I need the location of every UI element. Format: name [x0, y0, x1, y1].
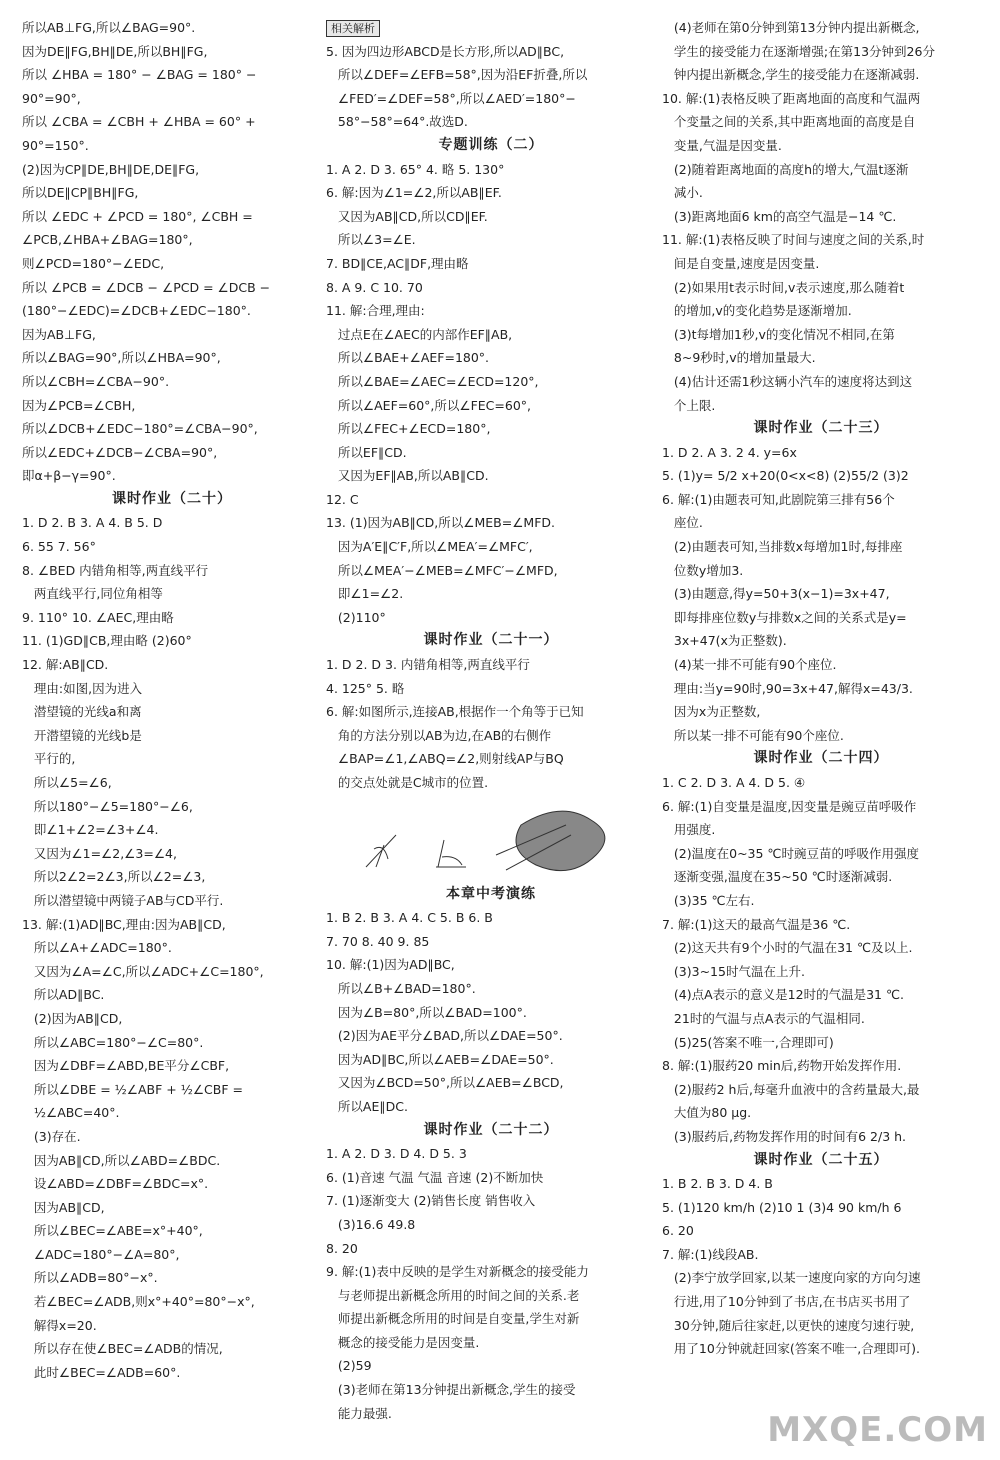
text-line: 所以∠DBE = ½∠ABF + ½∠CBF =	[22, 1081, 243, 1097]
text-line: 所以某一排不可能有90个座位.	[662, 727, 844, 743]
text-line: 因为AB∥CD,所以∠ABD=∠BDC.	[22, 1152, 221, 1168]
text-line: 3x+47(x为正整数).	[662, 633, 787, 649]
text-line: (3)t每增加1秒,v的变化情况不相同,在第	[662, 326, 895, 342]
text-line: 因为x为正整数,	[662, 704, 761, 720]
text-line: 58°−58°=64°.故选D.	[326, 114, 468, 130]
text-line: 所以∠CBH=∠CBA−90°.	[22, 373, 170, 389]
text-line: 角的方法分别以AB为边,在AB的右侧作	[326, 727, 552, 743]
text-line: 理由:如图,因为进入	[22, 680, 143, 696]
text-line: 13. (1)因为AB∥CD,所以∠MEB=∠MFD.	[326, 515, 555, 531]
text-line: 所以∠ABC=180°−∠C=80°.	[22, 1034, 204, 1050]
text-line: (3)服药后,药物发挥作用的时间有6 2/3 h.	[662, 1128, 907, 1144]
text-line: 因为∠PCB=∠CBH,	[22, 397, 136, 413]
column-2	[326, 16, 656, 1425]
text-line: 因为AB⊥FG,	[22, 326, 96, 342]
text-line: 所以180°−∠5=180°−∠6,	[22, 798, 193, 814]
text-line: 所以∠5=∠6,	[22, 775, 112, 790]
text-line: 所以 ∠HBA = 180° − ∠BAG = 180° −	[22, 67, 257, 83]
text-line: 用强度.	[662, 822, 716, 838]
text-line: 因为A′E∥C′F,所以∠MEA′=∠MFC′,	[326, 539, 533, 555]
text-line: (2)因为CP∥DE,BH∥DE,DE∥FG,	[22, 161, 200, 177]
text-line: 所以∠BAE=∠AEC=∠ECD=120°,	[326, 373, 539, 389]
text-line: 90°=90°,	[22, 90, 81, 106]
text-line: 1. D 2. B 3. A 4. B 5. D	[22, 515, 163, 531]
text-line: (2)随着距离地面的高度h的增大,气温t逐渐	[662, 161, 909, 177]
text-line: 开潜望镜的光线b是	[22, 727, 142, 743]
text-line: 6. 解:如图所示,连接AB,根据作一个角等于已知	[326, 704, 584, 720]
related-analysis-tag: 相关解析	[326, 20, 380, 37]
text-line: 12. 解:AB∥CD.	[22, 657, 109, 673]
text-line: (2)这天共有9个小时的气温在31 ℃及以上.	[662, 940, 913, 956]
text-line: (2)59	[326, 1358, 372, 1374]
text-line: 所以EF∥CD.	[326, 444, 407, 460]
text-line: 所以∠B+∠BAD=180°.	[326, 980, 476, 996]
text-line: 解得x=20.	[22, 1317, 97, 1333]
text-line: 两直线平行,同位角相等	[22, 586, 163, 602]
text-line: 所以∠BAE+∠AEF=180°.	[326, 350, 490, 366]
text-line: 即α+β−γ=90°.	[22, 468, 116, 484]
text-line: (4)点A表示的意义是12时的气温是31 ℃.	[662, 987, 904, 1003]
text-line: 又因为∠BCD=50°,所以∠AEB=∠BCD,	[326, 1075, 564, 1091]
text-line: 所以∠AEF=60°,所以∠FEC=60°,	[326, 397, 531, 413]
text-line: (5)25(答案不唯一,合理即可)	[662, 1034, 834, 1050]
watermark: MXQE.COM	[767, 1410, 988, 1450]
text-line: (4)某一排不可能有90个座位.	[662, 657, 837, 673]
section-heading: 课时作业（二十五）	[753, 1151, 889, 1168]
construction-figure	[326, 795, 656, 883]
text-line: 座位.	[662, 515, 703, 531]
text-line: 因为∠B=80°,所以∠BAD=100°.	[326, 1004, 527, 1020]
text-line: (3)存在.	[22, 1128, 81, 1144]
text-line: 师提出新概念所用的时间是自变量,学生对新	[326, 1311, 580, 1327]
text-line: (2)由题表可知,当排数x每增加1时,每排座	[662, 539, 903, 555]
text-line: 平行的,	[22, 751, 76, 767]
section-heading: 课时作业（二十二）	[423, 1121, 559, 1138]
text-line: 8~9秒时,v的增加量最大.	[662, 350, 816, 366]
text-line: ½∠ABC=40°.	[22, 1105, 120, 1121]
text-line: 又因为EF∥AB,所以AB∥CD.	[326, 468, 489, 484]
text-line: 11. (1)GD∥CB,理由略 (2)60°	[22, 633, 192, 649]
text-line: (3)距离地面6 km的高空气温是−14 ℃.	[662, 208, 897, 224]
text-line: 钟内提出新概念,学生的接受能力在逐渐减弱.	[662, 67, 920, 83]
text-line: 则∠PCD=180°−∠EDC,	[22, 255, 165, 271]
text-line: 即∠1=∠2.	[326, 586, 404, 602]
text-line: 8. 20	[326, 1240, 358, 1256]
text-line: 潜望镜的光线a和离	[22, 704, 142, 720]
text-line: ∠FED′=∠DEF=58°,所以∠AED′=180°−	[326, 90, 576, 106]
text-line: 因为AD∥BC,所以∠AEB=∠DAE=50°.	[326, 1051, 554, 1067]
text-line: 6. 解:因为∠1=∠2,所以AB∥EF.	[326, 185, 502, 201]
text-line: (2)因为AB∥CD,	[22, 1010, 123, 1026]
text-line: 设∠ABD=∠DBF=∠BDC=x°.	[22, 1176, 209, 1192]
text-line: (3)3~15时气温在上升.	[662, 963, 805, 979]
section-heading: 课时作业（二十）	[112, 490, 232, 507]
text-line: 所以DE∥CP∥BH∥FG,	[22, 185, 139, 201]
text-line: 与老师提出新概念所用的时间之间的关系.老	[326, 1287, 580, 1303]
text-line: 7. 解:(1)这天的最高气温是36 ℃.	[662, 916, 851, 932]
text-line: 10. 解:(1)因为AD∥BC,	[326, 957, 455, 973]
text-line: 所以∠BAG=90°,所以∠HBA=90°,	[22, 350, 221, 366]
text-line: 7. BD∥CE,AC∥DF,理由略	[326, 255, 469, 271]
text-line: 若∠BEC=∠ADB,则x°+40°=80°−x°,	[22, 1294, 255, 1310]
text-line: 9. 解:(1)表中反映的是学生对新概念的接受能力	[326, 1264, 589, 1280]
text-line: 所以∠A+∠ADC=180°.	[22, 940, 172, 956]
text-line: 的交点处就是C城市的位置.	[326, 775, 489, 790]
section-heading: 专题训练（二）	[438, 136, 544, 153]
text-line: 1. D 2. A 3. 2 4. y=6x	[662, 444, 797, 460]
text-line: 学生的接受能力在逐渐增强;在第13分钟到26分	[662, 43, 935, 59]
text-line: 1. C 2. D 3. A 4. D 5. ④	[662, 775, 806, 790]
text-line: (3)35 ℃左右.	[662, 892, 755, 908]
text-line: 6. (1)音速 气温 气温 音速 (2)不断加快	[326, 1169, 544, 1185]
text-line: 因为AB∥CD,	[22, 1199, 105, 1215]
text-line: 所以 ∠PCB = ∠DCB − ∠PCD = ∠DCB −	[22, 279, 271, 295]
text-line: 个变量之间的关系,其中距离地面的高度是自	[662, 114, 916, 130]
text-line: 所以2∠2=2∠3,所以∠2=∠3,	[22, 869, 206, 885]
text-line: 10. 解:(1)表格反映了距离地面的高度和气温两	[662, 90, 921, 106]
text-line: ∠PCB,∠HBA+∠BAG=180°,	[22, 232, 193, 248]
text-line: 7. 70 8. 40 9. 85	[326, 933, 430, 949]
text-line: 12. C	[326, 491, 359, 507]
text-line: 位数y增加3.	[662, 562, 744, 578]
text-line: 的增加,v的变化趋势是逐渐增加.	[662, 303, 852, 319]
text-line: 间是自变量,速度是因变量.	[662, 255, 820, 271]
text-line: 5. 因为四边形ABCD是长方形,所以AD∥BC,	[326, 43, 565, 59]
text-line: 所以∠EDC+∠DCB−∠CBA=90°,	[22, 444, 218, 460]
text-line: 所以AB⊥FG,所以∠BAG=90°.	[22, 20, 196, 35]
text-line: 6. 解:(1)自变量是温度,因变量是豌豆苗呼吸作	[662, 798, 917, 814]
text-line: (2)110°	[326, 609, 386, 625]
text-line: (3)由题意,得y=50+3(x−1)=3x+47,	[662, 586, 890, 602]
text-line: 7. (1)逐渐变大 (2)销售长度 销售收入	[326, 1193, 536, 1209]
text-line: 又因为∠A=∠C,所以∠ADC+∠C=180°,	[22, 963, 264, 979]
text-line: 13. 解:(1)AD∥BC,理由:因为AB∥CD,	[22, 916, 226, 932]
text-line: 用了10分钟就赶回家(答案不唯一,合理即可).	[662, 1341, 921, 1357]
text-line: 过点E在∠AEC的内部作EF∥AB,	[326, 326, 513, 342]
text-line: (2)服药2 h后,每毫升血液中的含药量最大,最	[662, 1081, 920, 1097]
text-line: 11. 解:合理,理由:	[326, 303, 425, 319]
text-line: 即∠1+∠2=∠3+∠4.	[22, 822, 159, 838]
text-line: (3)老师在第13分钟提出新概念,学生的接受	[326, 1382, 576, 1398]
text-line: 所以∠MEA′−∠MEB=∠MFC′−∠MFD,	[326, 562, 558, 578]
text-line: (2)如果用t表示时间,v表示速度,那么随着t	[662, 279, 905, 295]
text-line: 即每排座位数y与排数x之间的关系式是y=	[662, 609, 907, 625]
text-line: 个上限.	[662, 397, 716, 413]
text-line: 所以AE∥DC.	[326, 1098, 408, 1114]
text-line: 所以∠BEC=∠ABE=x°+40°,	[22, 1223, 203, 1239]
text-line: 变量,气温是因变量.	[662, 137, 782, 153]
text-line: 所以潜望镜中两镜子AB与CD平行.	[22, 892, 224, 908]
text-line: 6. 55 7. 56°	[22, 539, 96, 555]
text-line: 所以∠ADB=80°−x°.	[22, 1270, 158, 1286]
text-line: 1. B 2. B 3. A 4. C 5. B 6. B	[326, 910, 493, 926]
text-line: 减小.	[662, 185, 703, 201]
text-line: 因为DE∥FG,BH∥DE,所以BH∥FG,	[22, 43, 208, 59]
text-line: (4)估计还需1秒这辆小汽车的速度将达到这	[662, 373, 913, 389]
text-line: 5. (1)y= 5/2 x+20(0<x<8) (2)55/2 (3)2	[662, 468, 909, 484]
text-line: 所以∠FEC+∠ECD=180°,	[326, 421, 491, 437]
text-line: 1. A 2. D 3. 65° 4. 略 5. 130°	[326, 161, 505, 177]
text-line: (2)李宁放学回家,以某一速度向家的方向匀速	[662, 1270, 921, 1286]
text-line: 因为∠DBF=∠ABD,BE平分∠CBF,	[22, 1058, 230, 1074]
text-line: 理由:当y=90时,90=3x+47,解得x=43/3.	[662, 680, 913, 696]
text-line: 5. (1)120 km/h (2)10 1 (3)4 90 km/h 6	[662, 1199, 902, 1215]
section-heading: 课时作业（二十一）	[423, 632, 559, 649]
text-line: 大值为80 μg.	[662, 1105, 752, 1121]
text-line: 能力最强.	[326, 1405, 392, 1421]
text-line: 1. B 2. B 3. D 4. B	[662, 1176, 773, 1192]
text-line: 所以 ∠EDC + ∠PCD = 180°, ∠CBH =	[22, 208, 253, 224]
text-line: (4)老师在第0分钟到第13分钟内提出新概念,	[662, 20, 920, 35]
text-line: 所以∠3=∠E.	[326, 232, 416, 248]
text-line: 逐渐变强,温度在35~50 ℃时逐渐减弱.	[662, 869, 893, 885]
text-line: (2)因为AE平分∠BAD,所以∠DAE=50°.	[326, 1028, 563, 1044]
text-line: 所以∠DCB+∠EDC−180°=∠CBA−90°,	[22, 421, 258, 437]
text-line: 概念的接受能力是因变量.	[326, 1334, 480, 1350]
text-line: 此时∠BEC=∠ADB=60°.	[22, 1364, 181, 1380]
text-line: 行进,用了10分钟到了书店,在书店买书用了	[662, 1294, 911, 1310]
text-line: 21时的气温与点A表示的气温相同.	[662, 1010, 865, 1026]
text-line: 6. 解:(1)由题表可知,此剧院第三排有56个	[662, 491, 895, 507]
text-line: 8. A 9. C 10. 70	[326, 279, 423, 295]
text-line: 9. 110° 10. ∠AEC,理由略	[22, 609, 174, 625]
text-line: 所以存在使∠BEC=∠ADB的情况,	[22, 1341, 223, 1357]
text-line: 1. A 2. D 3. D 4. D 5. 3	[326, 1146, 467, 1162]
text-line: 8. ∠BED 内错角相等,两直线平行	[22, 562, 209, 578]
section-heading: 本章中考演练	[446, 885, 536, 902]
section-heading: 课时作业（二十四）	[753, 750, 889, 767]
column-1	[22, 16, 322, 1384]
text-line: 30分钟,随后往家赶,以更快的速度匀速行驶,	[662, 1317, 915, 1333]
text-line: 所以 ∠CBA = ∠CBH + ∠HBA = 60° +	[22, 114, 256, 130]
text-line: 8. 解:(1)服药20 min后,药物开始发挥作用.	[662, 1058, 902, 1074]
text-line: 所以AD∥BC.	[22, 987, 105, 1003]
text-line: 7. 解:(1)线段AB.	[662, 1246, 759, 1262]
text-line: 又因为AB∥CD,所以CD∥EF.	[326, 208, 488, 224]
text-line: (2)温度在0~35 ℃时豌豆苗的呼吸作用强度	[662, 845, 919, 861]
text-line: 又因为∠1=∠2,∠3=∠4,	[22, 845, 177, 861]
text-line: (3)16.6 49.8	[326, 1216, 416, 1232]
text-line: 所以∠DEF=∠EFB=58°,因为沿EF折叠,所以	[326, 67, 588, 83]
text-line: 1. D 2. D 3. 内错角相等,两直线平行	[326, 657, 530, 673]
text-line: 4. 125° 5. 略	[326, 680, 405, 696]
column-3	[662, 16, 980, 1361]
text-line: (180°−∠EDC)=∠DCB+∠EDC−180°.	[22, 303, 251, 319]
text-line: ∠BAP=∠1,∠ABQ=∠2,则射线AP与BQ	[326, 751, 564, 767]
text-line: 11. 解:(1)表格反映了时间与速度之间的关系,时	[662, 232, 925, 248]
text-line: 6. 20	[662, 1223, 694, 1239]
text-line: ∠ADC=180°−∠A=80°,	[22, 1246, 180, 1262]
text-line: 90°=150°.	[22, 137, 89, 153]
section-heading: 课时作业（二十三）	[753, 420, 889, 437]
